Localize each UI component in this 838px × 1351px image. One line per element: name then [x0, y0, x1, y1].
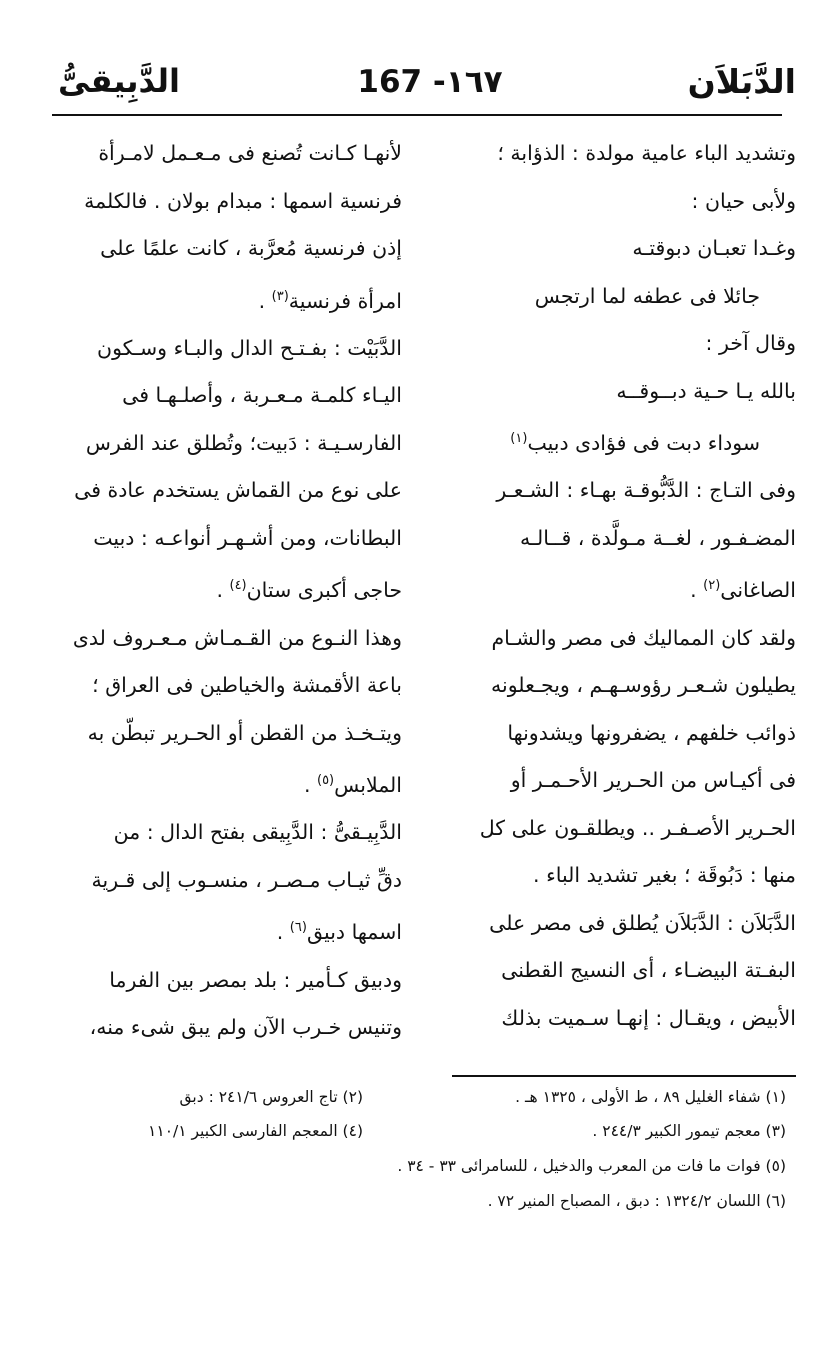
text-line: يطيلون شـعـر رؤوسـهـم ، ويجـعلونه	[491, 673, 796, 698]
text-line: ودبيق كـأمير : بلد بمصر بين الفرما	[109, 967, 402, 992]
text-line: اسمها دبيق$^{(٦)}$ .	[276, 920, 402, 945]
text-line: وتنيس خـرب الآن ولم يبق شىء منه،	[89, 1015, 402, 1040]
text-span: حاجى أكبرى ستان	[246, 578, 402, 603]
text-line: باعة الأقمشة والخياطين فى العراق ؛	[92, 673, 402, 698]
text-line: فرنسية اسمها : مبدام بولان . فالكلمة	[84, 188, 402, 213]
text-span: امرأة فرنسية	[288, 288, 402, 313]
footnote-mark: (١)	[510, 431, 528, 446]
text-line: فى أكيـاس من الحـرير الأحـمـر أو	[510, 768, 796, 793]
right-column	[452, 130, 796, 1042]
text-line: ويتـخـذ من القطن أو الحـرير تبطّن به	[87, 720, 402, 745]
text-line: لأنهـا كـانت تُصنع فى مـعـمل لامـرأة	[98, 141, 402, 165]
footnote-mark: (٢)	[703, 578, 721, 594]
footnote-mark: (٤)	[229, 578, 247, 594]
footnote-mark: (٣)	[271, 288, 289, 304]
verse-line: بالله يـا حـية دبــوقــه	[616, 378, 796, 403]
text-line: اليـاء كلمـة مـعـربة ، وأصلـهـا فى	[122, 383, 402, 408]
text-line: الحـرير الأصـفـر .. ويطلقـون على كل	[479, 815, 796, 840]
text-line: الملابس$^{(٥)}$ .	[303, 772, 402, 797]
entry-line: الدَّبِيـقىُّ : الدَّبِيقى بفتح الدال : من	[113, 820, 402, 845]
text-line: وهذا النـوع من القـمـاش مـعـروف لدى	[72, 625, 402, 650]
text-span: الملابس	[334, 772, 402, 797]
running-head-right: الدَّبَلاَن	[687, 62, 796, 101]
text-line: إذن فرنسية مُعرَّبة ، كانت علمًا على	[100, 236, 402, 260]
text-line: منها : دَبُوقَة ؛ بغير تشديد الباء .	[533, 863, 796, 888]
footnote-mark: (٦)	[289, 920, 307, 936]
text-line: البطانات، ومن أشـهـر أنواعـه : دبيت	[93, 525, 402, 550]
text-line: المضـفـور ، لغــة مـولَّدة ، قــالـه	[519, 525, 796, 550]
footnote-3: (٣) معجم تيمور الكبير ٢٤٤/٣ .	[592, 1122, 786, 1140]
text-line: وتشديد الباء عامية مولدة : الذؤابة ؛	[497, 141, 796, 165]
footnote-mark: (٥)	[316, 773, 335, 789]
verse-line	[452, 415, 796, 467]
text-line: وقال آخر :	[705, 331, 796, 355]
header-rule	[52, 114, 782, 116]
running-head-left: الدَّبِيقىُّ	[58, 62, 180, 100]
entry-line: الدَّبَلاَن : الدَّبَلاَن يُطلق فى مصر على	[489, 910, 796, 935]
footnote-4: (٤) المعجم الفارسى الكبير ١١٠/١	[148, 1122, 363, 1140]
footnote-rule	[452, 1075, 796, 1077]
text-line: دقِّ ثيـاب مـصـر ، منسـوب إلى قـرية	[91, 867, 402, 892]
footnote-6: (٦) اللسان ١٣٢٤/٢ : دبق ، المصباح المنير ٧٢ .	[487, 1192, 786, 1210]
page-number: 167 -١٦٧	[357, 64, 503, 100]
text-line: حاجى أكبرى ستان$^{(٤)}$ .	[216, 578, 402, 603]
text-line: الفارسـيـة : دَبيت؛ وتُطلق عند الفرس	[85, 430, 402, 455]
text-line: وفى التـاج : الدَّبُّوقـة بهـاء : الشـعـر	[496, 478, 796, 503]
entry-line: الدَّبَيْت : بفـتـح الدال والبـاء وسـكون	[97, 335, 402, 360]
text-line: الصاغانى$^{(٢)}$ .	[690, 578, 796, 603]
text-line: ولأبى حيان :	[691, 188, 796, 213]
text-line: البفـتة البيضـاء ، أى النسيج القطنى	[501, 958, 796, 983]
verse-line: جائلا فى عطفه لما ارتجس	[534, 283, 760, 308]
verse-line: وغـدا تعبـان دبوقتـه	[632, 236, 796, 260]
footnote-2: (٢) تاج العروس ٢٤١/٦ : دبق	[179, 1088, 363, 1106]
text-line: ولقد كان المماليك فى مصر والشـام	[491, 625, 796, 650]
text-line: على نوع من القماش يستخدم عادة فى	[74, 478, 402, 503]
text-line: الأبيض ، ويقـال : إنهـا سـميت بذلك	[501, 1005, 796, 1030]
text-line: ذوائب خلفهم ، يضفرونها ويشدونها	[507, 720, 796, 745]
text-line: امرأة فرنسية$^{(٣)}$ .	[258, 288, 402, 313]
footnote-1: (١) شفاء الغليل ٨٩ ، ط الأولى ، ١٣٢٥ هـ .	[515, 1088, 786, 1106]
text-span: اسمها دبيق	[306, 920, 402, 945]
text-span: الصاغانى	[720, 578, 796, 603]
left-column	[58, 130, 402, 1052]
footnote-5: (٥) فوات ما فات من المعرب والدخيل ، للسامرائى ٣٣ - ٣٤ .	[397, 1157, 786, 1175]
text-span: سوداء دبت فى فؤادى دبيب	[527, 430, 760, 455]
